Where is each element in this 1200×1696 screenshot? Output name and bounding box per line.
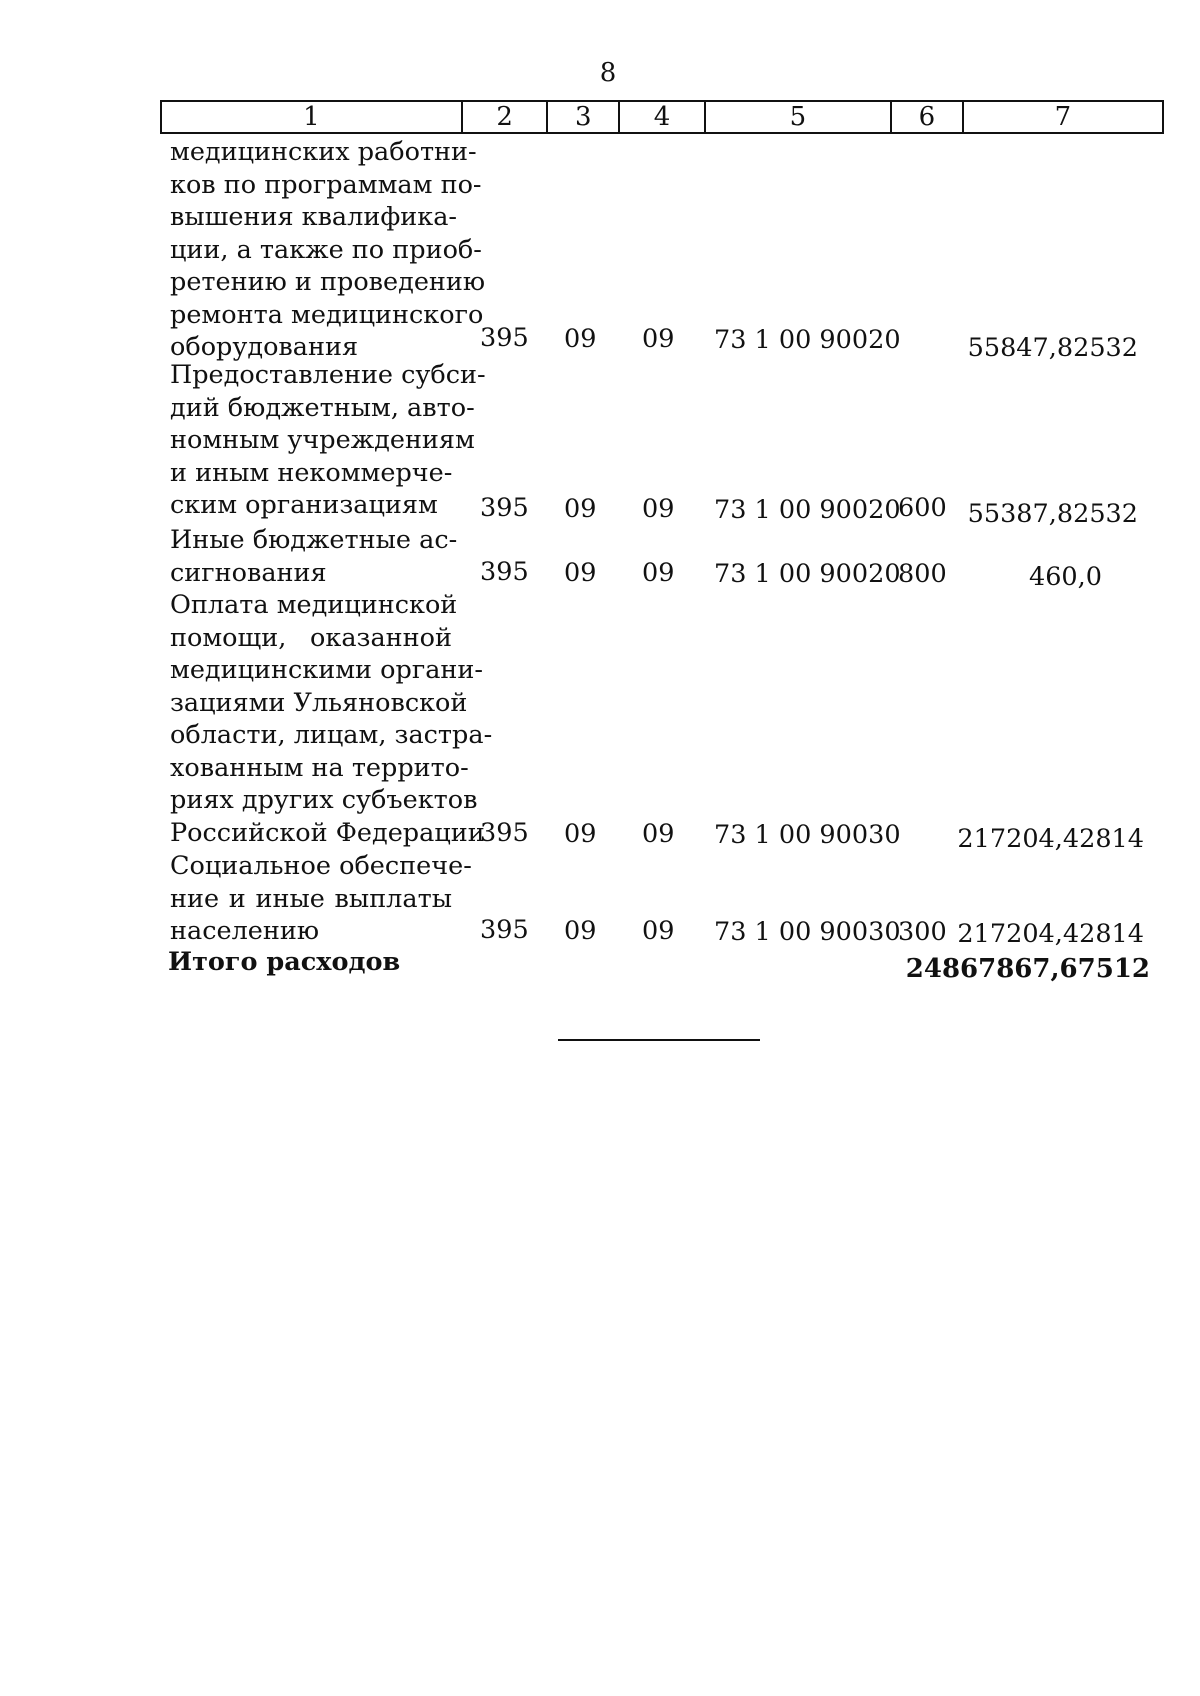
row-0-col-3: 09: [564, 324, 597, 354]
row-0-col-4: 09: [642, 324, 675, 354]
row-3-col-5: 73 1 00 90030: [714, 820, 901, 850]
row-4-col-4: 09: [642, 916, 675, 946]
row-0-col-2: 395: [480, 323, 529, 353]
description-line: дий бюджетным, авто-: [170, 392, 475, 423]
column-header-6: 6: [892, 102, 964, 132]
description-line: Предоставление субси-: [170, 360, 486, 390]
column-header-7: 7: [1054, 102, 1072, 132]
description-line: Социальное обеспече-: [170, 851, 472, 881]
description-line: медицинскими органи-: [170, 655, 484, 685]
row-1-col-7: 55387,82532: [967, 499, 1138, 529]
column-header-1: 1: [162, 102, 463, 132]
table-header-row: [160, 100, 1164, 134]
row-2-col-5: 73 1 00 90020: [714, 559, 901, 589]
description-line: населению: [170, 916, 320, 946]
row-description-medical-care-payment: [170, 589, 493, 849]
row-0-col-7: 55847,82532: [967, 333, 1138, 363]
column-header-5: 5: [706, 102, 892, 132]
row-1-col-4: 09: [642, 494, 675, 524]
description-line: оборудования: [170, 332, 359, 362]
description-line: ским организациям: [170, 490, 438, 520]
row-0-col-5: 73 1 00 90020: [714, 325, 901, 355]
row-description-subsidies: [170, 359, 486, 522]
description-line: вышения квалифика-: [170, 202, 458, 232]
description-line: Российской Федерации: [170, 817, 485, 848]
description-line: сигнования: [170, 557, 327, 588]
description-line: номным учреждениям: [170, 425, 475, 455]
row-2-col-3: 09: [564, 558, 597, 588]
row-1-col-2: 395: [480, 493, 529, 523]
row-1-col-5: 73 1 00 90020: [714, 495, 901, 525]
description-line: помощи, оказанной: [170, 622, 452, 653]
row-2-col-4: 09: [642, 558, 675, 588]
row-description-medical-staff: [170, 136, 486, 364]
description-line: хованным на террито-: [170, 752, 469, 783]
row-3-col-3: 09: [564, 819, 597, 849]
row-4-col-6: 300: [898, 917, 947, 947]
description-line: медицинских работни-: [170, 137, 477, 167]
description-line: ремонта медицинского: [170, 299, 484, 330]
description-line: области, лицам, застра-: [170, 720, 493, 750]
end-of-table-rule: [558, 1039, 760, 1041]
row-2-col-7: 460,0: [1028, 562, 1102, 592]
row-4-col-5: 73 1 00 90030: [714, 917, 901, 947]
row-1-col-6: 600: [898, 493, 947, 523]
row-4-col-7: 217204,42814: [957, 919, 1144, 949]
row-description-other-allocations: [170, 524, 458, 589]
description-line: и иным некоммерче-: [170, 457, 453, 488]
description-line: Оплата медицинской: [170, 590, 458, 620]
column-header-2: 2: [463, 102, 549, 132]
column-header-4: 4: [620, 102, 706, 132]
row-description-social-security: [170, 850, 472, 948]
total-label: Итого расходов: [168, 947, 401, 977]
description-line: зациями Ульяновской: [170, 687, 468, 718]
row-4-col-3: 09: [564, 916, 597, 946]
row-3-col-2: 395: [480, 818, 529, 848]
column-header-3: 3: [548, 102, 620, 132]
row-4-col-2: 395: [480, 915, 529, 945]
row-2-col-6: 800: [898, 559, 947, 589]
description-line: ции, а также по приоб-: [170, 234, 482, 265]
row-3-col-4: 09: [642, 819, 675, 849]
row-1-col-3: 09: [564, 494, 597, 524]
description-line: ретению и проведению: [170, 267, 486, 297]
description-line: риях других субъектов: [170, 785, 478, 815]
page-number: 8: [599, 58, 617, 88]
row-2-col-2: 395: [480, 557, 529, 587]
description-line: ков по программам по-: [170, 169, 482, 200]
description-line: Иные бюджетные ас-: [170, 525, 458, 555]
description-line: ние и иные выплаты: [170, 883, 452, 914]
row-3-col-7: 217204,42814: [957, 824, 1144, 854]
total-value: 24867867,67512: [905, 954, 1150, 984]
